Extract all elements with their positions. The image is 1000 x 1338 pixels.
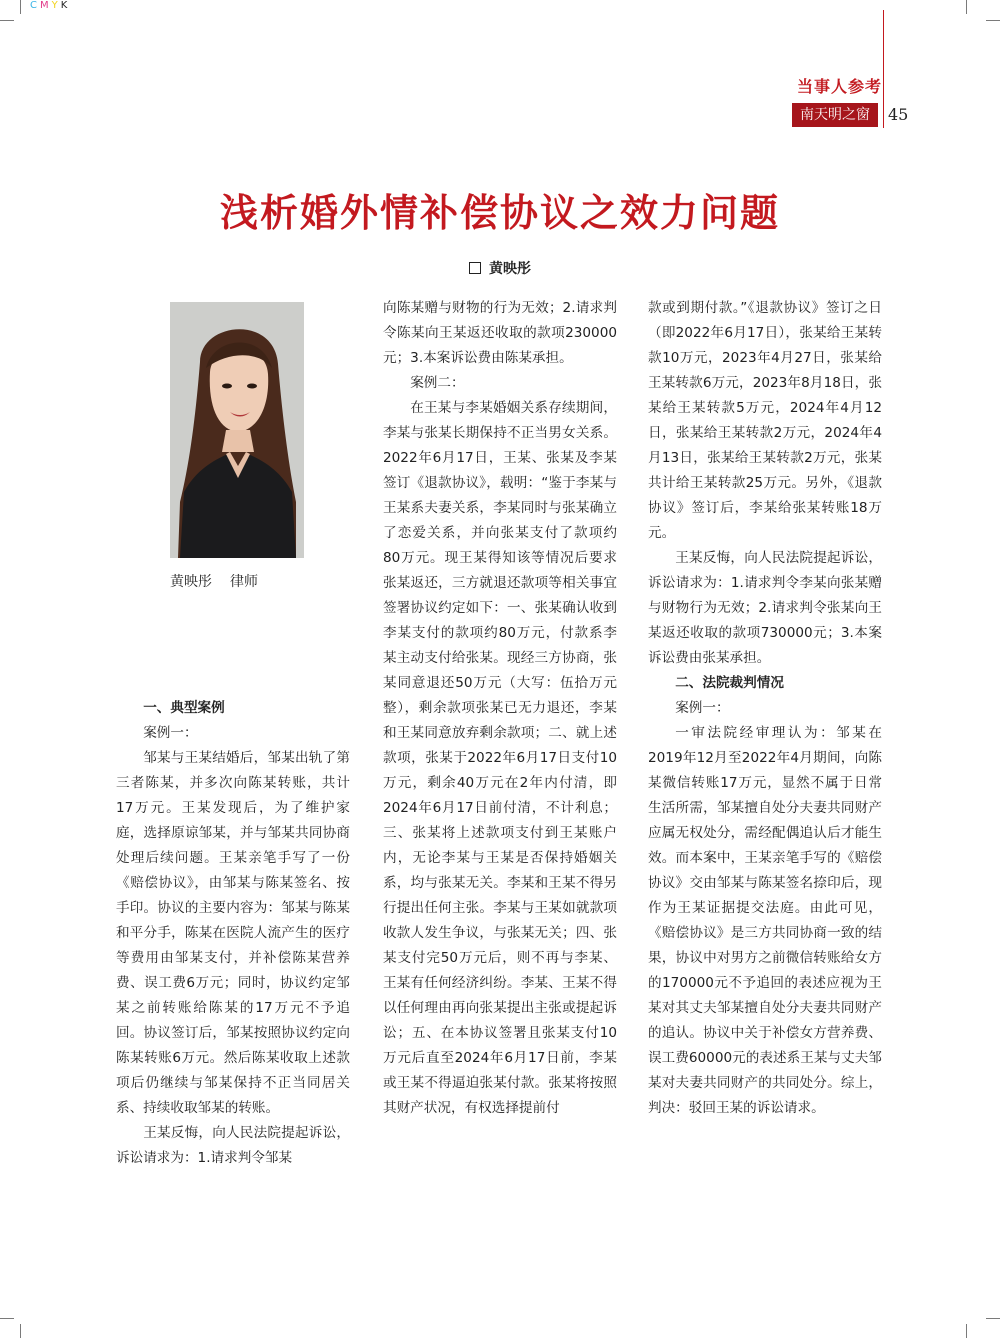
section-heading: 一、典型案例 (143, 700, 225, 716)
section-heading: 二、法院裁判情况 (675, 675, 784, 691)
black-mark: K (60, 0, 71, 11)
crop-mark-top-left-h (0, 20, 14, 21)
crop-mark-bottom-right-v (966, 1324, 967, 1338)
case-label: 案例一： (143, 725, 198, 741)
paragraph: 在王某与李某婚姻关系存续期间，李某与张某长期保持不正当男女关系。2022年6月17日，王某、张某及李某签订《退款协议》，载明：“鉴于李某与王某系夫妻关系，李某同时与张某确立了恋爱关系，并向张某支付了款项约80万元。现王某得知该等情况后要求张某返还，三方就退还款项等相关事宜签署协议约定如下：一、张某确认收到李某支付的款项约80万元，付款系李某主动支付给张某。现经三方协商，张某同意退还50万元（大写：伍拾万元整），剩余款项张某已无力退还，李某和王某同意放弃剩余款项；二、就上述款项，张某于2022年6月17日支付10万元，剩余40万元在2年内付清，即2024年6月17日前付清，不计利息；三、张某将上述款项支付到王某账户内，无论李某与王某是否保持婚姻关系，均与张某无关。李某和王某不得另行提出任何主张。李某与王某如就款项收款人发生争议，与张某无关；四、张某支付完50万元后，则不再与李某、王某有任何经济纠纷。李某、王某不得以任何理由再向张某提出主张或提起诉讼；五、在本协议签署且张某支付10万元后直至2024年6月17日前，李某或王某不得逼迫张某付款。张某将按照其财产状况，有权选择提前付 (383, 400, 617, 1116)
text-column-3 (648, 296, 882, 1121)
crop-mark-top-right-v (966, 0, 967, 14)
author-portrait-illustration (170, 302, 304, 558)
article-title: 浅析婚外情补偿协议之效力问题 (219, 191, 780, 235)
crop-mark-top-left-v (20, 0, 21, 14)
paragraph-continued: 向陈某赠与财物的行为无效；2.请求判令陈某向王某返还收取的款项230000元；3.本案诉讼费由陈某承担。 (383, 300, 617, 366)
cyan-mark: C (30, 0, 40, 11)
cmyk-registration-marks (30, 0, 70, 11)
case-label: 案例一： (675, 700, 730, 716)
paragraph: 一审法院经审理认为：邹某在2019年12月至2022年4月期间，向陈某微信转账17万元，显然不属于日常生活所需，邹某擅自处分夫妻共同财产应属无权处分，需经配偶追认后才能生效。而本案中，王某亲笔手写的《赔偿协议》交由邹某与陈某签名捺印后，现作为王某证据提交法庭。由此可见，《赔偿协议》是三方共同协商一致的结果，协议中对男方之前微信转账给女方的170000元不予追回的表述应视为王某对其丈夫邹某擅自处分夫妻共同财产的追认。协议中关于补偿女方营养费、误工费60000元的表述系王某与丈夫邹某对夫妻共同财产的共同处分。综上，判决：驳回王某的诉讼请求。 (648, 725, 882, 1116)
paragraph: 邹某与王某结婚后，邹某出轨了第三者陈某，并多次向陈某转账，共计17万元。王某发现后，为了维护家庭，选择原谅邹某，并与邹某共同协商处理后续问题。王某亲笔手写了一份《赔偿协议》，由邹某与陈某签名、按手印。协议的主要内容为：邹某与陈某和平分手，陈某在医院人流产生的医疗等费用由邹某支付，并补偿陈某营养费、误工费6万元；同时，协议约定邹某之前转账给陈某的17万元不予追回。协议签订后，邹某按照协议约定向陈某转账6万元。然后陈某收取上述款项后仍继续与邹某保持不正当同居关系、持续收取邹某的转账。 (116, 750, 350, 1116)
author-name: 黄映彤 (489, 261, 531, 277)
crop-mark-bottom-left-v (20, 1324, 21, 1338)
yellow-mark: Y (51, 0, 61, 11)
paragraph-continued: 款或到期付款。”《退款协议》签订之日（即2022年6月17日），张某给王某转款10万元，2023年4月27日，张某给王某转款6万元，2023年8月18日，张某给王某转款5万元，2024年4月12日，张某给王某转款2万元，2024年4月13日，张某给王某转款2万元，张某共计给王某转款25万元。另外，《退款协议》签订后，李某给张某转账18万元。 (648, 300, 882, 541)
byline-box-icon (469, 262, 481, 274)
case-label: 案例二： (410, 375, 465, 391)
byline (0, 258, 1000, 278)
caption-role: 律师 (230, 574, 258, 590)
crop-mark-bottom-right-h (986, 1318, 1000, 1319)
crop-mark-top-right-h (986, 20, 1000, 21)
photo-caption (170, 571, 276, 591)
text-column-1 (116, 696, 350, 1171)
paragraph: 王某反悔，向人民法院提起诉讼，诉讼请求为：1.请求判令李某向张某赠与财物行为无效；2.请求判令张某向王某返还收取的款项730000元；3.本案诉讼费由张某承担。 (648, 550, 882, 666)
section-label: 当事人参考 (796, 77, 882, 96)
column-label: 南天明之窗 (792, 103, 878, 127)
header-divider-line (883, 10, 884, 128)
magenta-mark: M (39, 0, 52, 11)
author-photo (170, 302, 304, 558)
caption-name: 黄映彤 (170, 574, 212, 590)
paragraph: 王某反悔，向人民法院提起诉讼，诉讼请求为：1.请求判令邹某 (116, 1125, 350, 1166)
crop-mark-bottom-left-h (0, 1318, 14, 1319)
page-number: 45 (888, 105, 909, 124)
text-column-2 (383, 296, 617, 1121)
